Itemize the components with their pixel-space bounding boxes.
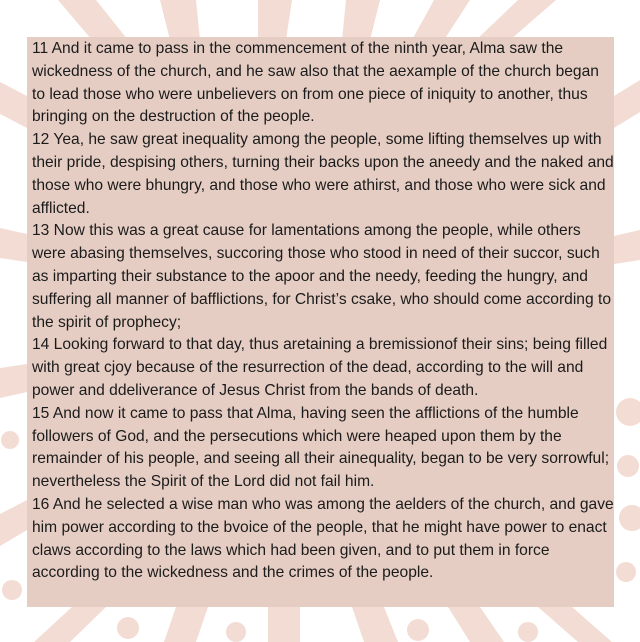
verse-16: 16 And he selected a wise man who was among the aelders of the church, and gave him power according to the bvoice of the people, that he might have power to enact claws according to the laws which had been given, and to put them in force according to the wickedness and the crimes of the people.: [32, 495, 614, 582]
verse-14: 14 Looking forward to that day, thus aretaining a bremissionof their sins; being filled with great cjoy because of the resurrection of the dead, according to the will and power and ddeliverance of Jesus Christ from the bands of death.: [32, 336, 608, 399]
verse-list: [32, 38, 616, 585]
verse-11: 11 And it came to pass in the commencement of the ninth year, Alma saw the wickedness of the church, and he saw also that the aexample of the church began to lead those who were unbelievers on from one piece of iniquity to another, thus bringing on the destruction of the people.: [32, 40, 599, 126]
verse-15: 15 And now it came to pass that Alma, having seen the afflictions of the humble followers of God, and the persecutions which were heaped upon them by the remainder of his people, and seeing all their ainequality, began to be very sorrowful; nevertheless the Spirit of the Lord did not fail him.: [32, 404, 610, 491]
verse-12: 12 Yea, he saw great inequality among the people, some lifting themselves up with their pride, despising others, turning their backs upon the aneedy and the naked and those who were bhungry, and those who were athirst, and those who were sick and afflicted.: [32, 131, 614, 217]
verse-13: 13 Now this was a great cause for lamentations among the people, while others were abasing themselves, succoring those who stood in need of their succor, such as imparting their substance to the apoor and the needy, feeding the hungry, and suffering all manner of bafflictions, for Christ’s csake, who should come according to the spirit of prophecy;: [32, 222, 611, 331]
